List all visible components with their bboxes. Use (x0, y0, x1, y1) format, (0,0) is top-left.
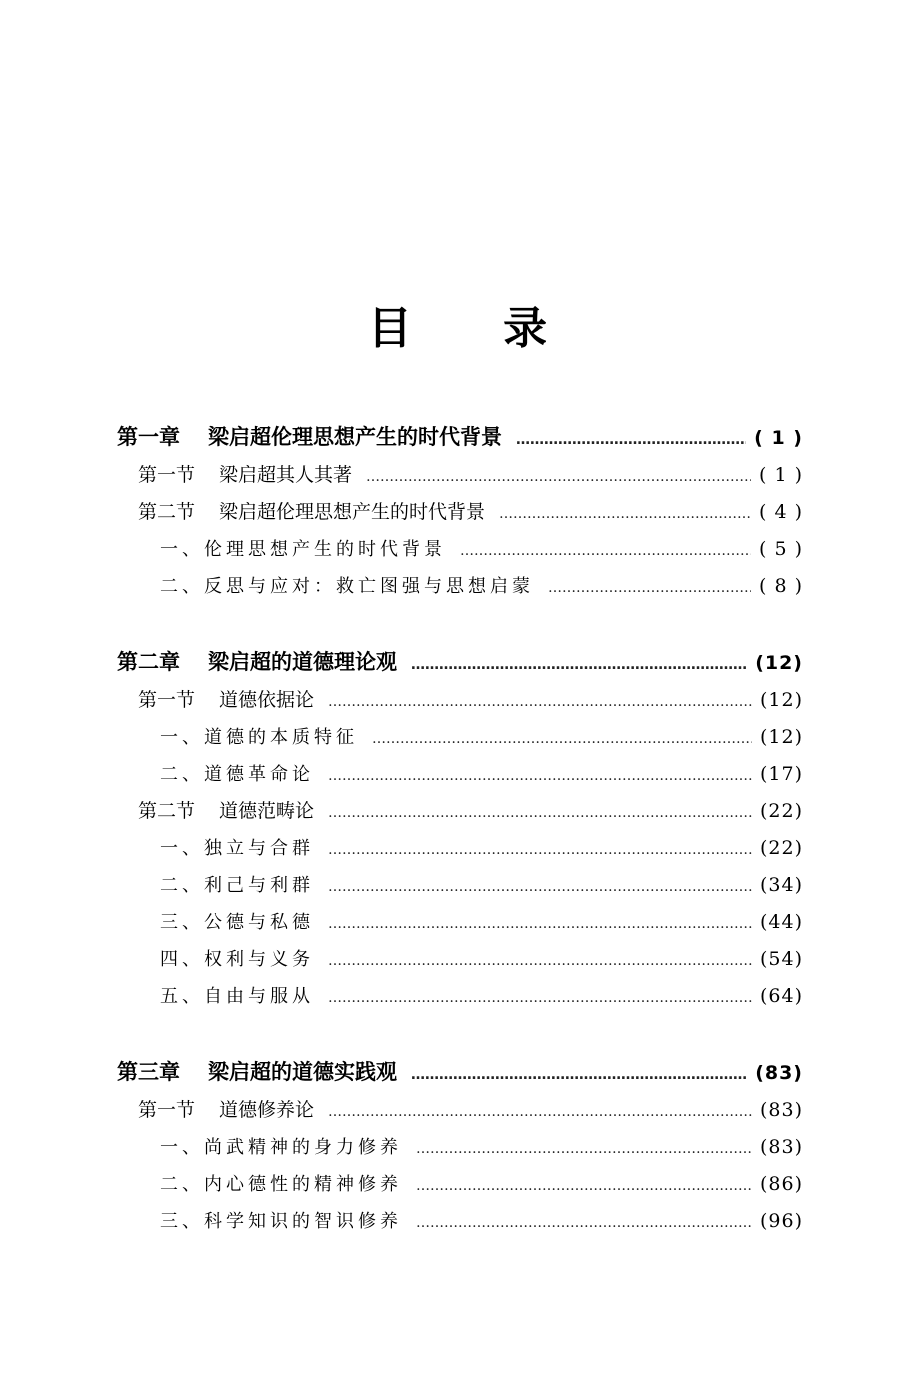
dot-leader (499, 499, 751, 529)
item-title: 一、独立与合群 (160, 838, 314, 859)
item-title: 一、尚武精神的身力修养 (160, 1137, 402, 1158)
toc-section[interactable] (138, 796, 803, 826)
dot-leader (328, 835, 752, 865)
chapter-number: 第一章 (117, 425, 180, 449)
dot-leader (328, 798, 752, 828)
dot-leader (460, 536, 751, 566)
toc-item[interactable] (160, 944, 803, 974)
dot-leader (416, 1208, 752, 1238)
page-number: ( 1 ) (754, 427, 803, 449)
item-title: 三、公德与私德 (160, 912, 314, 933)
page-number: (44) (759, 911, 803, 933)
toc-item[interactable] (160, 722, 803, 752)
dot-leader (516, 425, 746, 455)
dot-leader (411, 1060, 747, 1090)
item-title: 一、道德的本质特征 (160, 727, 358, 748)
section-title: 道德依据论 (219, 689, 315, 711)
toc-chapter-1[interactable] (117, 422, 803, 452)
page-number: (22) (759, 800, 803, 822)
page-number: ( 5 ) (759, 538, 803, 560)
item-title: 二、内心德性的精神修养 (160, 1174, 402, 1195)
page-number: ( 8 ) (759, 575, 803, 597)
toc-section[interactable] (138, 685, 803, 715)
page-number: ( 1 ) (759, 464, 803, 486)
dot-leader (328, 946, 752, 976)
toc-chapter-2[interactable] (117, 647, 803, 677)
item-title: 二、反思与应对：救亡图强与思想启蒙 (160, 576, 534, 597)
toc-item[interactable] (160, 1132, 803, 1162)
page-title: 目 录 (367, 303, 586, 354)
toc-item[interactable] (160, 534, 803, 564)
item-title: 五、自由与服从 (160, 986, 314, 1007)
section-title: 道德范畴论 (219, 800, 315, 822)
page-number: (83) (759, 1099, 803, 1121)
toc-item[interactable] (160, 981, 803, 1011)
chapter-title: 梁启超的道德实践观 (208, 1060, 397, 1084)
toc-section[interactable] (138, 460, 803, 490)
page-number: (86) (759, 1173, 803, 1195)
toc-chapter-3[interactable] (117, 1057, 803, 1087)
toc-section[interactable] (138, 497, 803, 527)
dot-leader (411, 650, 747, 680)
dot-leader (328, 1097, 752, 1127)
section-number: 第一节 (138, 464, 196, 486)
dot-leader (328, 687, 752, 717)
page-number: (83) (759, 1136, 803, 1158)
item-title: 四、权利与义务 (160, 949, 314, 970)
item-title: 二、利己与利群 (160, 875, 314, 896)
section-title: 梁启超伦理思想产生的时代背景 (219, 501, 486, 523)
chapter-number: 第二章 (117, 650, 180, 674)
toc-item[interactable] (160, 759, 803, 789)
dot-leader (328, 909, 752, 939)
section-title: 道德修养论 (219, 1099, 315, 1121)
dot-leader (366, 462, 751, 492)
chapter-title: 梁启超伦理思想产生的时代背景 (208, 425, 502, 449)
section-number: 第二节 (138, 800, 196, 822)
page-number: (83) (755, 1062, 803, 1084)
page-number: (12) (755, 652, 803, 674)
dot-leader (328, 983, 752, 1013)
page-number: (34) (759, 874, 803, 896)
toc-item[interactable] (160, 1206, 803, 1236)
toc-item[interactable] (160, 907, 803, 937)
page-number: (12) (759, 689, 803, 711)
toc-section[interactable] (138, 1095, 803, 1125)
toc-item[interactable] (160, 1169, 803, 1199)
page-number: (54) (759, 948, 803, 970)
item-title: 三、科学知识的智识修养 (160, 1211, 402, 1232)
toc-item[interactable] (160, 870, 803, 900)
item-title: 二、道德革命论 (160, 764, 314, 785)
section-number: 第二节 (138, 501, 196, 523)
page-number: (17) (759, 763, 803, 785)
dot-leader (416, 1171, 752, 1201)
page-number: (64) (759, 985, 803, 1007)
dot-leader (372, 724, 752, 754)
section-title: 梁启超其人其著 (219, 464, 353, 486)
dot-leader (328, 761, 752, 791)
item-title: 一、伦理思想产生的时代背景 (160, 539, 446, 560)
page-number: (96) (759, 1210, 803, 1232)
page-number: (12) (759, 726, 803, 748)
dot-leader (328, 872, 752, 902)
toc-item[interactable] (160, 571, 803, 601)
dot-leader (548, 573, 751, 603)
chapter-title: 梁启超的道德理论观 (208, 650, 397, 674)
page-number: (22) (759, 837, 803, 859)
section-number: 第一节 (138, 1099, 196, 1121)
chapter-number: 第三章 (117, 1060, 180, 1084)
page-number: ( 4 ) (759, 501, 803, 523)
toc-item[interactable] (160, 833, 803, 863)
section-number: 第一节 (138, 689, 196, 711)
dot-leader (416, 1134, 752, 1164)
